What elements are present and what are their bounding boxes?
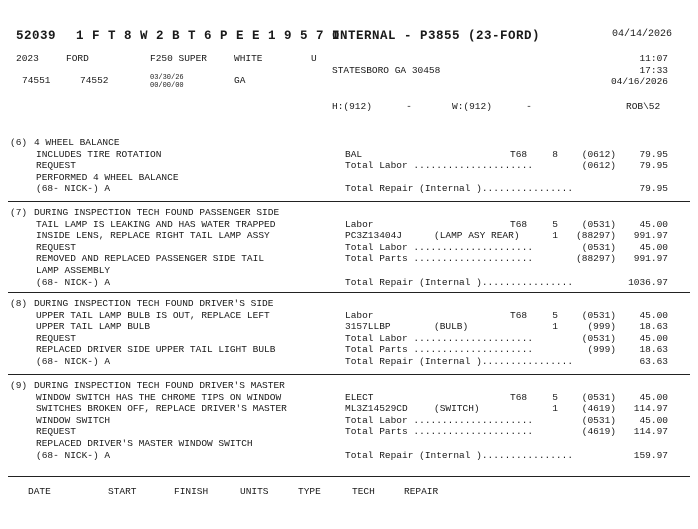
charge-amount: 45.00 (639, 332, 668, 344)
col-finish: FINISH (174, 486, 209, 497)
charge-amount: 79.95 (639, 148, 668, 160)
charge-label: ML3Z14529CD (345, 403, 408, 415)
job-description-line: (68- NICK-) A (36, 183, 111, 195)
charge-code: (0531) (581, 414, 616, 426)
col-type: TYPE (298, 486, 321, 497)
job-number: (9) (10, 380, 28, 391)
job-description-line: DURING INSPECTION TECH FOUND DRIVER'S SIDE (34, 298, 274, 309)
date-bottom: 04/16/2026 (610, 76, 668, 87)
job-number: (8) (10, 298, 28, 309)
total-repair-amount: 1036.97 (628, 276, 668, 288)
charge-description: (SWITCH) (434, 403, 480, 415)
job-description-line: WINDOW SWITCH (36, 414, 111, 426)
job-description-line: REQUEST (36, 160, 76, 172)
charge-amount: 45.00 (639, 218, 668, 230)
ro-number: 52039 (16, 29, 57, 43)
charge-units: 1 (552, 321, 558, 333)
job-description-line: 4 WHEEL BALANCE (34, 137, 120, 148)
charge-amount: 45.00 (639, 241, 668, 253)
num-2: 74552 (80, 75, 109, 86)
job-description-line: INSIDE LENS, REPLACE RIGHT TAIL LAMP ASSY (36, 230, 270, 242)
job-description-line: REPLACED DRIVER'S MASTER WINDOW SWITCH (36, 438, 253, 449)
charge-amount: 18.63 (639, 321, 668, 333)
charge-amount: 18.63 (639, 344, 668, 356)
charge-label: Total Parts ..................... (345, 426, 534, 438)
col-units: UNITS (240, 486, 269, 497)
charge-code: (0531) (581, 309, 616, 321)
charge-tech: T68 (510, 148, 528, 160)
city: STATESBORO GA 30458 (332, 65, 441, 76)
job-number: (7) (10, 207, 28, 218)
charge-tech: T68 (510, 309, 528, 321)
charge-label: Total Labor ..................... (345, 160, 534, 172)
job-description-line: REQUEST (36, 241, 76, 253)
charge-units: 5 (552, 309, 558, 321)
work-phone: W:(912) - (452, 101, 532, 112)
charge-label: Total Labor ..................... (345, 414, 534, 426)
job-description-line: TAIL LAMP IS LEAKING AND HAS WATER TRAPPED (36, 218, 276, 230)
col-tech: TECH (352, 486, 375, 497)
vehicle-code: U (311, 53, 317, 64)
job-description-line: UPPER TAIL LAMP BULB IS OUT, REPLACE LEFT (36, 309, 270, 321)
charge-amount: 991.97 (633, 230, 668, 242)
vin: 1 F T 8 W 2 B T 6 P E E 1 9 5 7 0 (76, 29, 341, 43)
charge-code: (0531) (581, 391, 616, 403)
job-description-line: REMOVED AND REPLACED PASSENGER SIDE TAIL (36, 253, 265, 265)
job-description-line: (68- NICK-) A (36, 449, 111, 461)
charge-label: BAL (345, 148, 363, 160)
total-repair-amount: 79.95 (639, 183, 668, 195)
vehicle-model: F250 SUPER (150, 53, 208, 64)
job-description-line: (68- NICK-) A (36, 356, 111, 367)
job-description-line: DURING INSPECTION TECH FOUND DRIVER'S MASTER (34, 380, 285, 391)
col-start: START (108, 486, 137, 497)
job-description-line: SWITCHES BROKEN OFF, REPLACE DRIVER'S MASTER (36, 403, 287, 415)
col-repair: REPAIR (404, 486, 439, 497)
total-repair-label: Total Repair (Internal )................ (345, 276, 574, 288)
job-divider (8, 201, 690, 202)
job-description-line: UPPER TAIL LAMP BULB (36, 321, 151, 333)
charge-code: (0531) (581, 241, 616, 253)
charge-code: (0531) (581, 218, 616, 230)
rob-code: ROB\52 (626, 101, 661, 112)
charge-code: (0612) (581, 148, 616, 160)
charge-code: (0612) (581, 160, 616, 172)
charge-label: Labor (345, 218, 374, 230)
charge-code: (999) (587, 321, 616, 333)
charge-code: (0531) (581, 332, 616, 344)
charge-label: Total Parts ..................... (345, 344, 534, 356)
time-1: 11:07 (639, 53, 668, 64)
charge-units: 1 (552, 403, 558, 415)
charge-code: (4619) (581, 426, 616, 438)
job-divider (8, 374, 690, 375)
total-repair-amount: 159.97 (633, 449, 668, 461)
total-repair-label: Total Repair (Internal )................ (345, 183, 574, 195)
charge-amount: 45.00 (639, 309, 668, 321)
charge-label: 3157LLBP (345, 321, 391, 333)
job-description-line: DURING INSPECTION TECH FOUND PASSENGER SIDE (34, 207, 280, 218)
total-repair-label: Total Repair (Internal )................ (345, 449, 574, 461)
charge-amount: 114.97 (633, 426, 668, 438)
job-divider (8, 292, 690, 293)
charge-label: Total Labor ..................... (345, 332, 534, 344)
date-top: 04/14/2026 (612, 29, 673, 40)
charge-label: PC3Z13404J (345, 230, 403, 242)
page-title: INTERNAL - P3855 (23-FORD) (332, 29, 541, 43)
col-date: DATE (28, 486, 51, 497)
charge-description: (BULB) (434, 321, 469, 333)
charge-code: (88297) (576, 230, 616, 242)
charge-tech: T68 (510, 391, 528, 403)
footer-divider (8, 476, 690, 477)
charge-amount: 991.97 (633, 253, 668, 265)
charge-code: (4619) (581, 403, 616, 415)
charge-units: 5 (552, 218, 558, 230)
home-phone: H:(912) - (332, 101, 412, 112)
charge-tech: T68 (510, 218, 528, 230)
state: GA (234, 75, 246, 86)
small-date-1: 03/30/26 (150, 74, 184, 82)
job-description-line: REQUEST (36, 426, 76, 438)
charge-units: 1 (552, 230, 558, 242)
job-description-line: WINDOW SWITCH HAS THE CHROME TIPS ON WINDOW (36, 391, 282, 403)
charge-amount: 63.63 (639, 356, 668, 367)
charge-label: Total Repair (Internal )................ (345, 356, 574, 367)
time-2: 17:33 (639, 65, 668, 76)
charge-code: (999) (587, 344, 616, 356)
charge-label: Total Labor ..................... (345, 241, 534, 253)
job-description-line: PERFORMED 4 WHEEL BALANCE (36, 171, 179, 183)
vehicle-color: WHITE (234, 53, 263, 64)
charge-amount: 114.97 (633, 403, 668, 415)
num-1: 74551 (22, 75, 51, 86)
charge-label: Total Parts ..................... (345, 253, 534, 265)
job-description-line: LAMP ASSEMBLY (36, 265, 111, 276)
job-description-line: REQUEST (36, 332, 76, 344)
charge-label: ELECT (345, 391, 374, 403)
charge-code: (88297) (576, 253, 616, 265)
small-date-2: 00/00/00 (150, 82, 184, 90)
charge-amount: 79.95 (639, 160, 668, 172)
charge-amount: 45.00 (639, 414, 668, 426)
job-description-line: (68- NICK-) A (36, 276, 111, 288)
job-number: (6) (10, 137, 28, 148)
vehicle-make: FORD (66, 53, 89, 64)
vehicle-year: 2023 (16, 53, 39, 64)
charge-units: 8 (552, 148, 558, 160)
charge-amount: 45.00 (639, 391, 668, 403)
charge-label: Labor (345, 309, 374, 321)
job-description-line: REPLACED DRIVER SIDE UPPER TAIL LIGHT BULB (36, 344, 276, 356)
charge-units: 5 (552, 391, 558, 403)
job-description-line: INCLUDES TIRE ROTATION (36, 148, 162, 160)
charge-description: (LAMP ASY REAR) (434, 230, 520, 242)
